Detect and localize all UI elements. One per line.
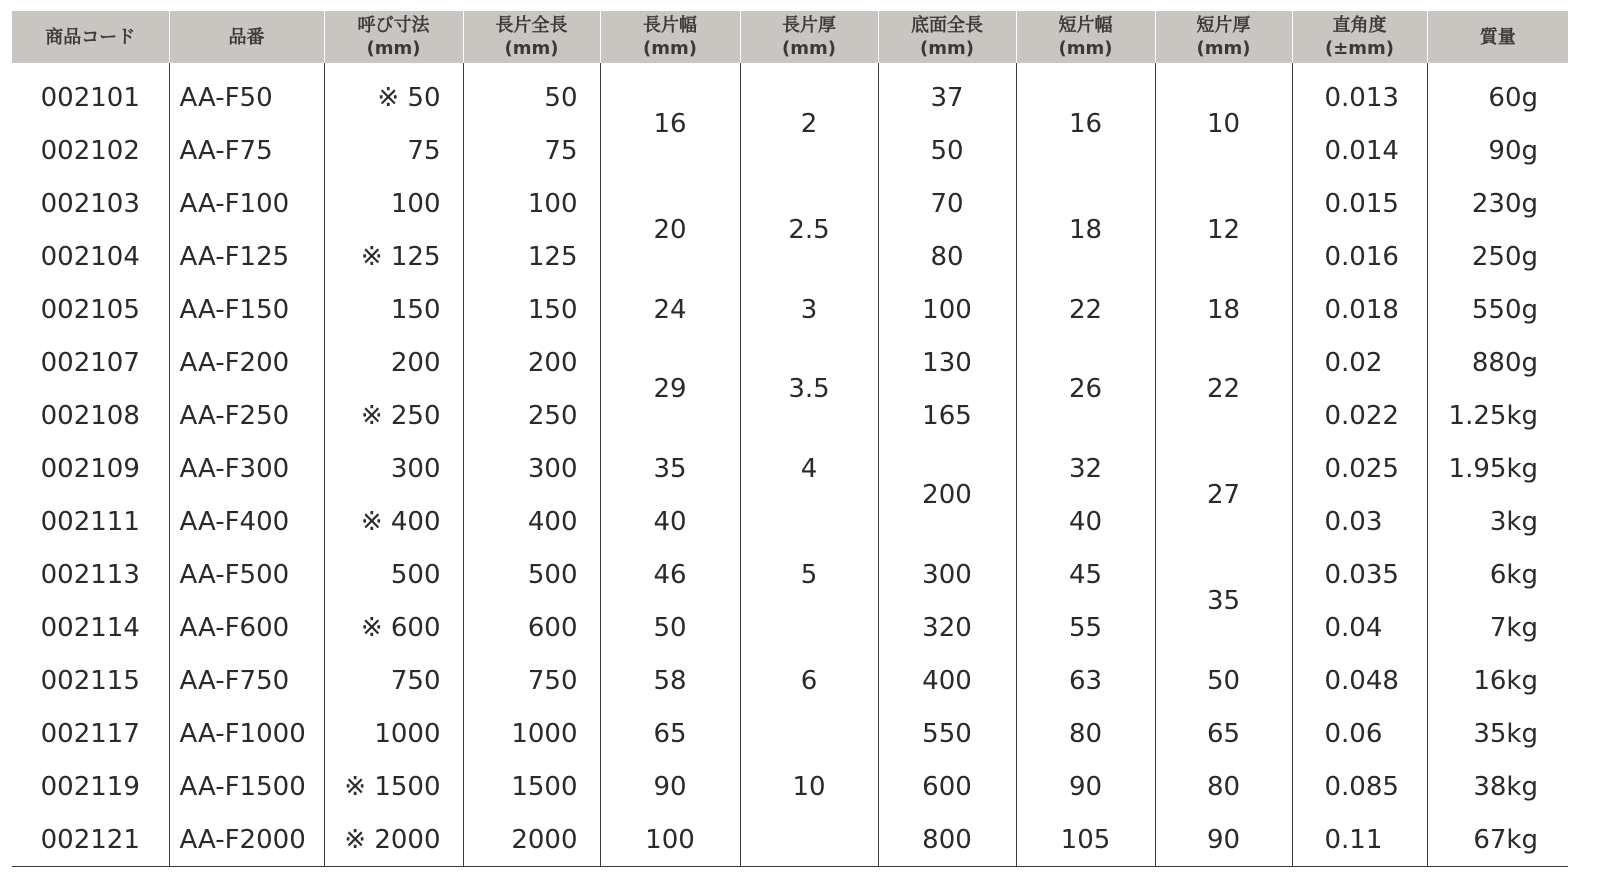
cell-nominal-size: ※ 250 <box>324 389 463 442</box>
cell-long-leg-length: 75 <box>463 124 600 177</box>
cell-short-leg-width: 26 <box>1016 336 1155 442</box>
cell-short-leg-thickness: 27 <box>1155 442 1292 548</box>
cell-mass: 1.95kg <box>1427 442 1568 495</box>
cell-mass: 38kg <box>1427 760 1568 813</box>
cell-part-number: AA-F750 <box>169 654 324 707</box>
cell-nominal-size: 150 <box>324 283 463 336</box>
cell-long-leg-thickness: 6 <box>740 654 878 707</box>
cell-base-length: 200 <box>878 442 1016 548</box>
cell-long-leg-width: 40 <box>600 495 740 548</box>
cell-nominal-size: 75 <box>324 124 463 177</box>
cell-long-leg-length: 1500 <box>463 760 600 813</box>
cell-product-code: 002121 <box>12 813 169 867</box>
cell-product-code: 002111 <box>40 506 140 537</box>
cell-base-length: 37 <box>878 63 1016 124</box>
cell-base-length: 130 <box>878 336 1016 389</box>
cell-nominal-size: 750 <box>324 654 463 707</box>
cell-squareness: 0.04 <box>1292 601 1427 654</box>
cell-short-leg-thickness: 10 <box>1155 63 1292 177</box>
cell-mass: 6kg <box>1427 548 1568 601</box>
cell-short-leg-width: 22 <box>1016 283 1155 336</box>
cell-base-length: 320 <box>878 601 1016 654</box>
cell-squareness: 0.016 <box>1292 230 1427 283</box>
cell-part-number: AA-F150 <box>169 283 324 336</box>
header-row <box>12 11 1568 63</box>
cell-long-leg-length: 400 <box>463 495 600 548</box>
cell-base-length: 70 <box>878 177 1016 230</box>
cell-short-leg-thickness: 35 <box>1155 548 1292 654</box>
table-row <box>12 495 1568 548</box>
cell-long-leg-thickness: 3.5 <box>740 336 878 442</box>
cell-short-leg-width: 55 <box>1016 601 1155 654</box>
spec-table <box>12 11 1568 867</box>
cell-mass: 250g <box>1427 230 1568 283</box>
cell-short-leg-width: 18 <box>1016 177 1155 283</box>
cell-base-length: 100 <box>878 283 1016 336</box>
cell-base-length: 550 <box>878 707 1016 760</box>
cell-base-length: 80 <box>878 230 1016 283</box>
cell-short-leg-thickness: 50 <box>1155 654 1292 707</box>
cell-long-leg-width: 16 <box>600 63 740 177</box>
cell-mass: 550g <box>1427 283 1568 336</box>
cell-mass: 60g <box>1427 63 1568 124</box>
cell-long-leg-length: 600 <box>463 601 600 654</box>
cell-squareness: 0.06 <box>1292 707 1427 760</box>
cell-long-leg-length: 200 <box>463 336 600 389</box>
table-row <box>12 654 1568 707</box>
cell-short-leg-width: 63 <box>1016 654 1155 707</box>
cell-squareness: 0.035 <box>1292 548 1427 601</box>
cell-part-number: AA-F250 <box>169 389 324 442</box>
cell-short-leg-thickness: 18 <box>1155 283 1292 336</box>
cell-squareness: 0.018 <box>1292 283 1427 336</box>
cell-long-leg-width: 35 <box>600 442 740 495</box>
cell-long-leg-width: 20 <box>600 177 740 283</box>
table-row <box>12 601 1568 654</box>
cell-long-leg-length: 125 <box>463 230 600 283</box>
cell-squareness: 0.02 <box>1292 336 1427 389</box>
header-long-leg-length: 長片全長 (mm) <box>463 11 600 63</box>
cell-long-leg-width: 90 <box>600 760 740 813</box>
cell-long-leg-thickness <box>740 495 878 548</box>
cell-mass: 880g <box>1427 336 1568 389</box>
cell-part-number: AA-F600 <box>169 601 324 654</box>
cell-short-leg-width: 90 <box>1016 760 1155 813</box>
table-header <box>12 11 1568 63</box>
cell-product-code: 002109 <box>40 453 140 484</box>
cell-base-length: 300 <box>878 548 1016 601</box>
cell-product-code: 002113 <box>40 559 140 590</box>
cell-nominal-size: ※ 50 <box>324 63 463 124</box>
cell-short-leg-width: 105 <box>1016 813 1155 867</box>
cell-part-number: AA-F125 <box>169 230 324 283</box>
cell-long-leg-length: 50 <box>463 63 600 124</box>
cell-mass: 67kg <box>1427 813 1568 867</box>
cell-nominal-size: 1000 <box>324 707 463 760</box>
cell-product-code: 002117 <box>40 718 140 749</box>
cell-nominal-size: 200 <box>324 336 463 389</box>
table-row <box>12 336 1568 389</box>
cell-short-leg-width: 40 <box>1016 495 1155 548</box>
cell-long-leg-width: 50 <box>600 601 740 654</box>
cell-long-leg-width: 46 <box>600 548 740 601</box>
cell-product-code: 002115 <box>40 665 140 696</box>
cell-long-leg-length: 750 <box>463 654 600 707</box>
cell-part-number: AA-F100 <box>169 177 324 230</box>
table-row <box>12 63 1568 124</box>
cell-long-leg-width: 29 <box>600 336 740 442</box>
cell-squareness: 0.022 <box>1292 389 1427 442</box>
cell-product-code: 002102 <box>40 135 140 166</box>
cell-part-number: AA-F200 <box>169 336 324 389</box>
cell-nominal-size: ※ 125 <box>324 230 463 283</box>
header-product-code: 商品コード <box>12 11 169 63</box>
cell-long-leg-width: 24 <box>600 283 740 336</box>
cell-squareness: 0.014 <box>1292 124 1427 177</box>
cell-product-code: 002119 <box>40 771 140 802</box>
cell-nominal-size: 100 <box>324 177 463 230</box>
cell-mass: 1.25kg <box>1427 389 1568 442</box>
cell-short-leg-width: 45 <box>1016 548 1155 601</box>
cell-product-code: 002104 <box>40 241 140 272</box>
cell-part-number: AA-F75 <box>169 124 324 177</box>
cell-squareness: 0.048 <box>1292 654 1427 707</box>
cell-mass: 7kg <box>1427 601 1568 654</box>
cell-base-length: 400 <box>878 654 1016 707</box>
table-row <box>12 760 1568 813</box>
cell-long-leg-width: 100 <box>600 813 740 867</box>
cell-product-code: 002114 <box>40 612 140 643</box>
cell-nominal-size: ※ 1500 <box>324 760 463 813</box>
cell-long-leg-length: 250 <box>463 389 600 442</box>
cell-mass: 230g <box>1427 177 1568 230</box>
cell-nominal-size: ※ 2000 <box>324 813 463 867</box>
table-row <box>12 548 1568 601</box>
cell-nominal-size: 300 <box>324 442 463 495</box>
cell-long-leg-thickness: 4 <box>740 442 878 495</box>
cell-base-length: 50 <box>878 124 1016 177</box>
cell-long-leg-thickness: 2 <box>740 63 878 177</box>
header-long-leg-width: 長片幅 (mm) <box>600 11 740 63</box>
cell-nominal-size: 500 <box>324 548 463 601</box>
table-row <box>12 177 1568 230</box>
cell-mass: 16kg <box>1427 654 1568 707</box>
cell-long-leg-length: 150 <box>463 283 600 336</box>
cell-long-leg-length: 2000 <box>463 813 600 867</box>
cell-long-leg-thickness: 5 <box>740 548 878 601</box>
cell-long-leg-length: 500 <box>463 548 600 601</box>
cell-product-code: 002101 <box>40 82 140 113</box>
cell-squareness: 0.085 <box>1292 760 1427 813</box>
header-mass: 質量 <box>1427 11 1568 63</box>
header-base-length: 底面全長 (mm) <box>878 11 1016 63</box>
header-part-number: 品番 <box>169 11 324 63</box>
cell-long-leg-thickness: 2.5 <box>740 177 878 283</box>
cell-long-leg-width: 65 <box>600 707 740 760</box>
cell-nominal-size: ※ 600 <box>324 601 463 654</box>
cell-product-code: 002103 <box>40 188 140 219</box>
cell-part-number: AA-F1000 <box>169 707 324 760</box>
cell-short-leg-thickness: 80 <box>1155 760 1292 813</box>
cell-part-number: AA-F1500 <box>169 760 324 813</box>
cell-part-number: AA-F300 <box>169 442 324 495</box>
cell-squareness: 0.013 <box>1292 63 1427 124</box>
table-row <box>12 283 1568 336</box>
cell-long-leg-thickness: 3 <box>740 283 878 336</box>
cell-mass: 90g <box>1427 124 1568 177</box>
cell-short-leg-thickness: 90 <box>1155 813 1292 867</box>
cell-long-leg-thickness <box>740 601 878 654</box>
header-nominal-size: 呼び寸法 (mm) <box>324 11 463 63</box>
header-long-leg-thickness: 長片厚 (mm) <box>740 11 878 63</box>
cell-product-code: 002108 <box>40 400 140 431</box>
cell-long-leg-length: 1000 <box>463 707 600 760</box>
cell-base-length: 165 <box>878 389 1016 442</box>
header-short-leg-width: 短片幅 (mm) <box>1016 11 1155 63</box>
cell-short-leg-thickness: 22 <box>1155 336 1292 442</box>
table-body <box>12 63 1568 867</box>
cell-part-number: AA-F50 <box>169 63 324 124</box>
cell-long-leg-thickness: 10 <box>740 760 878 813</box>
cell-squareness: 0.11 <box>1292 813 1427 867</box>
cell-squareness: 0.03 <box>1292 495 1427 548</box>
cell-part-number: AA-F2000 <box>169 813 324 867</box>
cell-long-leg-length: 300 <box>463 442 600 495</box>
header-squareness: 直角度 (±mm) <box>1292 11 1427 63</box>
table-row <box>12 707 1568 760</box>
cell-long-leg-length: 100 <box>463 177 600 230</box>
cell-long-leg-thickness <box>740 707 878 760</box>
cell-nominal-size: ※ 400 <box>324 495 463 548</box>
cell-mass: 3kg <box>1427 495 1568 548</box>
cell-long-leg-thickness <box>740 813 878 867</box>
cell-base-length: 800 <box>878 813 1016 867</box>
table-row <box>12 442 1568 495</box>
cell-product-code: 002105 <box>40 294 140 325</box>
cell-long-leg-width: 58 <box>600 654 740 707</box>
table-row <box>12 813 1568 867</box>
cell-short-leg-width: 80 <box>1016 707 1155 760</box>
cell-short-leg-width: 32 <box>1016 442 1155 495</box>
cell-short-leg-width: 16 <box>1016 63 1155 177</box>
cell-squareness: 0.015 <box>1292 177 1427 230</box>
cell-base-length: 600 <box>878 760 1016 813</box>
cell-part-number: AA-F500 <box>169 548 324 601</box>
header-short-leg-thickness: 短片厚 (mm) <box>1155 11 1292 63</box>
cell-product-code: 002107 <box>40 347 140 378</box>
cell-part-number: AA-F400 <box>169 495 324 548</box>
cell-short-leg-thickness: 65 <box>1155 707 1292 760</box>
cell-short-leg-thickness: 12 <box>1155 177 1292 283</box>
cell-squareness: 0.025 <box>1292 442 1427 495</box>
cell-mass: 35kg <box>1427 707 1568 760</box>
